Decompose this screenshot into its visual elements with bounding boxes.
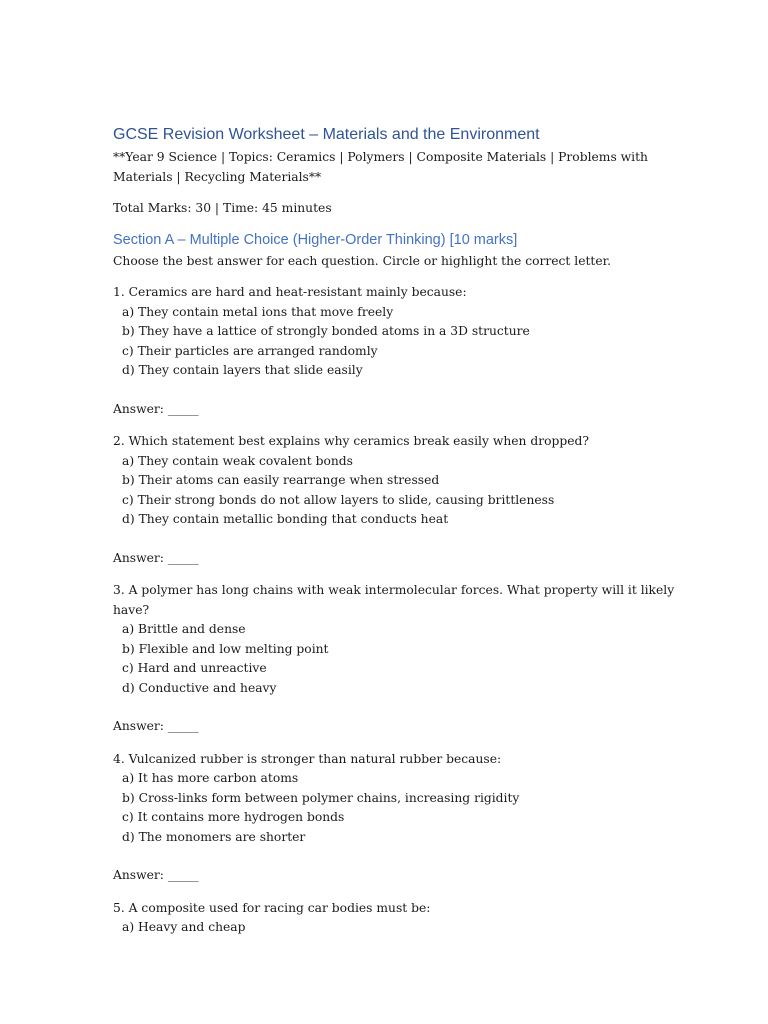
answer-line: Answer: _____ [113,550,199,565]
option-a[interactable]: a) It has more carbon atoms [122,771,299,785]
question-1 [113,283,713,419]
option-d[interactable]: d) The monomers are shorter [122,829,306,844]
answer-line: Answer: _____ [113,868,199,882]
option-d[interactable]: d) They contain metallic bonding that conducts heat [122,512,449,526]
question-stem: 5. A composite used for racing car bodies must be: [113,900,431,915]
option-b[interactable]: b) Cross-links form between polymer chains, increasing rigidity [122,790,520,805]
option-c[interactable]: c) It contains more hydrogen bonds [122,810,345,824]
answer-line: Answer: _____ [113,401,199,416]
option-a[interactable]: a) Brittle and dense [122,622,246,636]
option-a[interactable]: a) They contain weak covalent bonds [122,453,353,468]
question-options [113,769,713,847]
question-stem-line: have? [113,602,150,617]
worksheet-page [113,124,713,938]
question-3 [113,581,713,737]
option-b[interactable]: b) They have a lattice of strongly bonded atoms in a 3D structure [122,324,530,338]
option-c[interactable]: c) Their particles are arranged randomly [122,343,378,358]
worksheet-subtitle [113,148,713,187]
option-a[interactable]: a) They contain metal ions that move freely [122,304,394,319]
subtitle-line: **Year 9 Science | Topics: Ceramics | Polymers | Composite Materials | Problems with [113,150,648,164]
question-stem: 4. Vulcanized rubber is stronger than natural rubber because: [113,751,502,766]
section-a-instruction: Choose the best answer for each question. Circle or highlight the correct letter. [113,253,612,268]
option-d[interactable]: d) They contain layers that slide easily [122,363,363,377]
question-options [113,620,713,698]
question-stem-line: 3. A polymer has long chains with weak intermolecular forces. What property will it likely [113,583,675,597]
option-c[interactable]: c) Their strong bonds do not allow layers to slide, causing brittleness [122,492,555,507]
question-options [113,303,713,381]
option-c[interactable]: c) Hard and unreactive [122,661,267,675]
option-d[interactable]: d) Conductive and heavy [122,680,277,695]
section-a-title: Section A – Multiple Choice (Higher-Order Thinking) [10 marks] [113,231,518,248]
question-4 [113,750,713,886]
question-options [113,452,713,530]
subtitle-line: Materials | Recycling Materials** [113,169,322,184]
answer-line: Answer: _____ [113,719,199,733]
question-stem: 1. Ceramics are hard and heat-resistant mainly because: [113,285,467,299]
worksheet-title: GCSE Revision Worksheet – Materials and the Environment [113,126,540,143]
question-stem [113,581,713,620]
question-5 [113,899,713,938]
option-b[interactable]: b) Their atoms can easily rearrange when stressed [122,473,440,487]
total-marks-time: Total Marks: 30 | Time: 45 minutes [113,201,332,215]
question-options [113,918,713,938]
option-a[interactable]: a) Heavy and cheap [122,920,246,934]
option-b[interactable]: b) Flexible and low melting point [122,641,329,656]
question-stem: 2. Which statement best explains why ceramics break easily when dropped? [113,434,590,448]
question-2 [113,432,713,568]
